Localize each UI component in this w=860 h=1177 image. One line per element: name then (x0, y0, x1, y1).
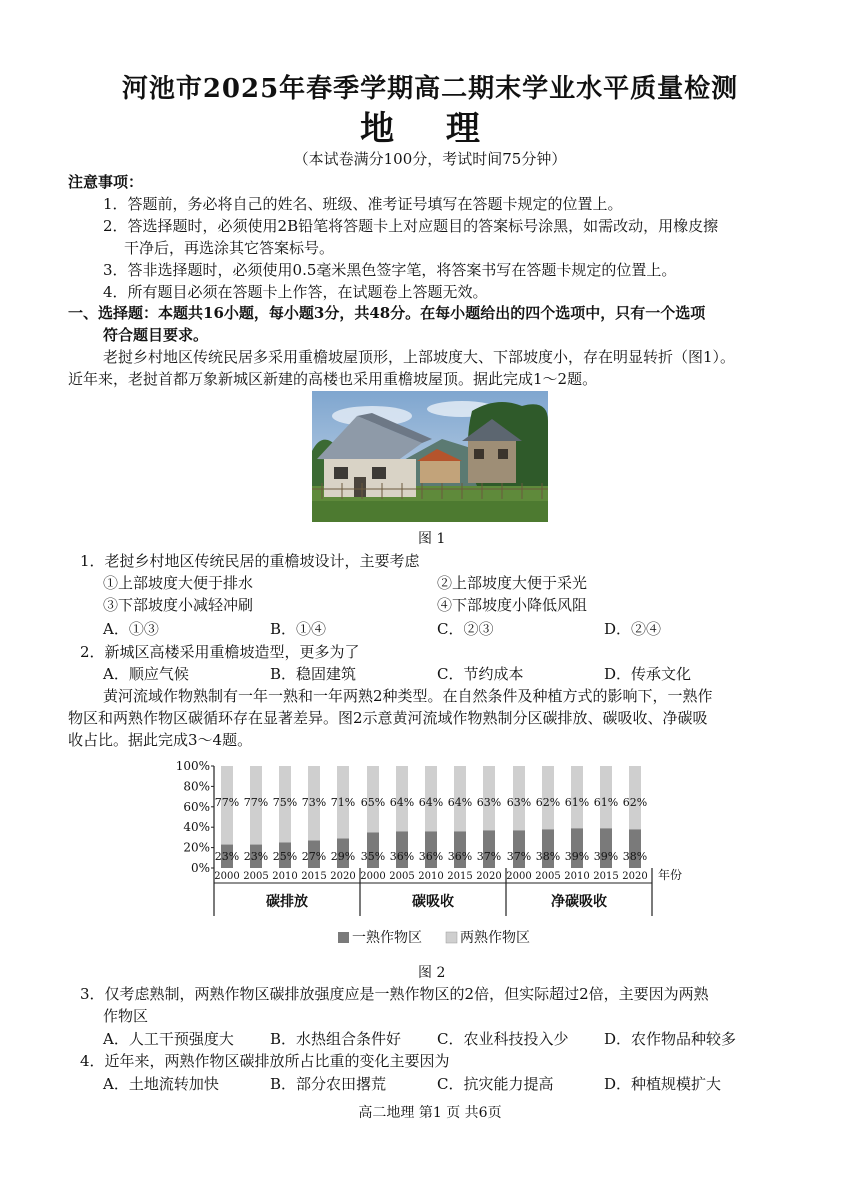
data-label-two-crop: 63% (506, 796, 532, 809)
x-tick-label: 2005 (389, 871, 415, 882)
y-tick-label: 20% (183, 840, 210, 855)
q2-stem: 2．新城区高楼采用重檐坡造型，更多为了 (80, 643, 360, 661)
data-label-one-crop: 23% (214, 850, 240, 863)
data-label-one-crop: 39% (564, 850, 590, 863)
x-axis-unit-label: 年份 (658, 868, 683, 882)
y-tick-label: 100% (176, 759, 210, 773)
notice-item-1: 1．答题前，务必将自己的姓名、班级、准考证号填写在答题卡规定的位置上。 (103, 195, 623, 213)
data-label-one-crop: 27% (301, 850, 327, 863)
group-label: 净碳吸收 (551, 894, 607, 910)
data-label-two-crop: 64% (447, 796, 473, 809)
q3-stem-cont: 作物区 (103, 1007, 149, 1025)
y-tick-label: 60% (183, 799, 210, 814)
exam-title: 河池市2025年春季学期高二期末学业水平质量检测 (121, 74, 739, 104)
q1-option-b: B．①④ (270, 620, 327, 638)
passage1-line1: 老挝乡村地区传统民居多采用重檐坡屋顶形，上部坡度大、下部坡度小，存在明显转折（图1）。 (103, 348, 736, 366)
section-heading-cont: 符合题目要求。 (103, 326, 209, 344)
figure2-caption: 图 2 (418, 965, 446, 981)
legend-label-one-crop: 一熟作物区 (352, 930, 422, 946)
q4-option-a: A．土地流转加快 (103, 1075, 219, 1093)
figure1-caption: 图 1 (418, 531, 446, 547)
q1-statement-3: ③下部坡度小减轻冲刷 (103, 596, 254, 614)
data-label-one-crop: 39% (593, 850, 619, 863)
q2-option-b: B．稳固建筑 (270, 665, 357, 683)
data-label-two-crop: 64% (389, 796, 415, 809)
group-label: 碳吸收 (412, 894, 454, 910)
data-label-one-crop: 37% (476, 850, 502, 863)
data-label-one-crop: 38% (622, 850, 648, 863)
q1-option-d: D．②④ (604, 620, 662, 638)
notice-heading: 注意事项： (68, 173, 144, 191)
passage2-line2: 物区和两熟作物区碳循环存在显著差异。图2示意黄河流域作物熟制分区碳排放、碳吸收、净碳吸 (68, 709, 708, 727)
q4-option-b: B．部分农田撂荒 (270, 1075, 387, 1093)
data-label-two-crop: 64% (418, 796, 444, 809)
data-label-two-crop: 62% (622, 796, 648, 809)
q3-option-c: C．农业科技投入少 (437, 1030, 569, 1048)
data-label-one-crop: 36% (418, 850, 444, 863)
x-tick-label: 2020 (330, 871, 356, 882)
y-tick-label: 0% (190, 861, 210, 875)
notice-item-2: 2．答选择题时，必须使用2B铅笔将答题卡上对应题目的答案标号涂黑，如需改动，用橡皮擦 (103, 217, 719, 235)
legend-swatch-one-crop (338, 932, 349, 943)
q3-stem: 3．仅考虑熟制，两熟作物区碳排放强度应是一熟作物区的2倍，但实际超过2倍，主要因为两熟 (80, 985, 709, 1003)
q2-option-c: C．节约成本 (437, 665, 524, 683)
q2-option-d: D．传承文化 (604, 665, 692, 683)
q1-stem: 1．老挝乡村地区传统民居的重檐坡设计，主要考虑 (80, 552, 420, 570)
group-label: 碳排放 (266, 894, 308, 910)
data-label-two-crop: 61% (564, 796, 590, 809)
q4-option-d: D．种植规模扩大 (604, 1075, 722, 1093)
q1-option-a: A．①③ (103, 620, 159, 638)
page-footer: 高二地理 第1 页 共6页 (358, 1105, 502, 1121)
data-label-two-crop: 63% (476, 796, 502, 809)
x-tick-label: 2020 (622, 871, 648, 882)
exam-note: （本试卷满分100分，考试时间75分钟） (293, 150, 567, 168)
x-tick-label: 2015 (301, 871, 327, 882)
figure1-house-photo (312, 391, 548, 522)
data-label-two-crop: 73% (301, 796, 327, 809)
x-tick-label: 2015 (593, 871, 619, 882)
y-tick-label: 80% (183, 779, 210, 794)
x-tick-label: 2005 (243, 871, 269, 882)
data-label-one-crop: 36% (447, 850, 473, 863)
x-tick-label: 2015 (447, 871, 473, 882)
passage2-line1: 黄河流域作物熟制有一年一熟和一年两熟2种类型。在自然条件及种植方式的影响下，一熟作 (103, 687, 713, 705)
data-label-one-crop: 25% (272, 850, 298, 863)
data-label-two-crop: 62% (535, 796, 561, 809)
q4-option-c: C．抗灾能力提高 (437, 1075, 554, 1093)
q1-option-c: C．②③ (437, 620, 494, 638)
data-label-one-crop: 36% (389, 850, 415, 863)
legend-label-two-crop: 两熟作物区 (460, 930, 530, 946)
data-label-one-crop: 38% (535, 850, 561, 863)
x-tick-label: 2005 (535, 871, 561, 882)
stacked-bar-chart (176, 756, 696, 956)
data-label-one-crop: 29% (330, 850, 356, 863)
subject-title: 地 理 (360, 109, 500, 149)
q1-statement-1: ①上部坡度大便于排水 (103, 574, 254, 592)
x-tick-label: 2020 (476, 871, 502, 882)
figure2-chart (176, 756, 696, 960)
legend-swatch-two-crop (446, 932, 457, 943)
data-label-two-crop: 61% (593, 796, 619, 809)
y-tick-label: 40% (183, 820, 210, 835)
passage1-line2: 近年来，老挝首都万象新城区新建的高楼也采用重檐坡屋顶。据此完成1～2题。 (68, 370, 598, 388)
q3-option-b: B．水热组合条件好 (270, 1030, 402, 1048)
notice-item-4: 4．所有题目必须在答题卡上作答，在试题卷上答题无效。 (103, 283, 488, 301)
q1-statement-2: ②上部坡度大便于采光 (437, 574, 588, 592)
q1-statement-4: ④下部坡度小降低风阻 (437, 596, 588, 614)
x-tick-label: 2010 (564, 871, 590, 882)
notice-item-3: 3．答非选择题时，必须使用0.5毫米黑色签字笔，将答案书写在答题卡规定的位置上。 (103, 261, 677, 279)
x-tick-label: 2000 (214, 871, 240, 882)
data-label-one-crop: 23% (243, 850, 269, 863)
data-label-one-crop: 37% (506, 850, 532, 863)
x-tick-label: 2010 (418, 871, 444, 882)
data-label-two-crop: 75% (272, 796, 298, 809)
x-tick-label: 2000 (506, 871, 532, 882)
data-label-two-crop: 71% (330, 796, 356, 809)
x-tick-label: 2000 (360, 871, 386, 882)
q4-stem: 4．近年来，两熟作物区碳排放所占比重的变化主要因为 (80, 1052, 450, 1070)
notice-item-2-cont: 干净后，再选涂其它答案标号。 (124, 239, 335, 257)
data-label-two-crop: 77% (243, 796, 269, 809)
q3-option-d: D．农作物品种较多 (604, 1030, 737, 1048)
q2-option-a: A．顺应气候 (103, 665, 189, 683)
passage2-line3: 收占比。据此完成3～4题。 (68, 731, 253, 749)
x-tick-label: 2010 (272, 871, 298, 882)
data-label-two-crop: 65% (360, 796, 386, 809)
data-label-one-crop: 35% (360, 850, 386, 863)
data-label-two-crop: 77% (214, 796, 240, 809)
section-heading: 一、选择题：本题共16小题，每小题3分，共48分。在每小题给出的四个选项中，只有一个选项 (68, 304, 706, 322)
q3-option-a: A．人工干预强度大 (103, 1030, 234, 1048)
